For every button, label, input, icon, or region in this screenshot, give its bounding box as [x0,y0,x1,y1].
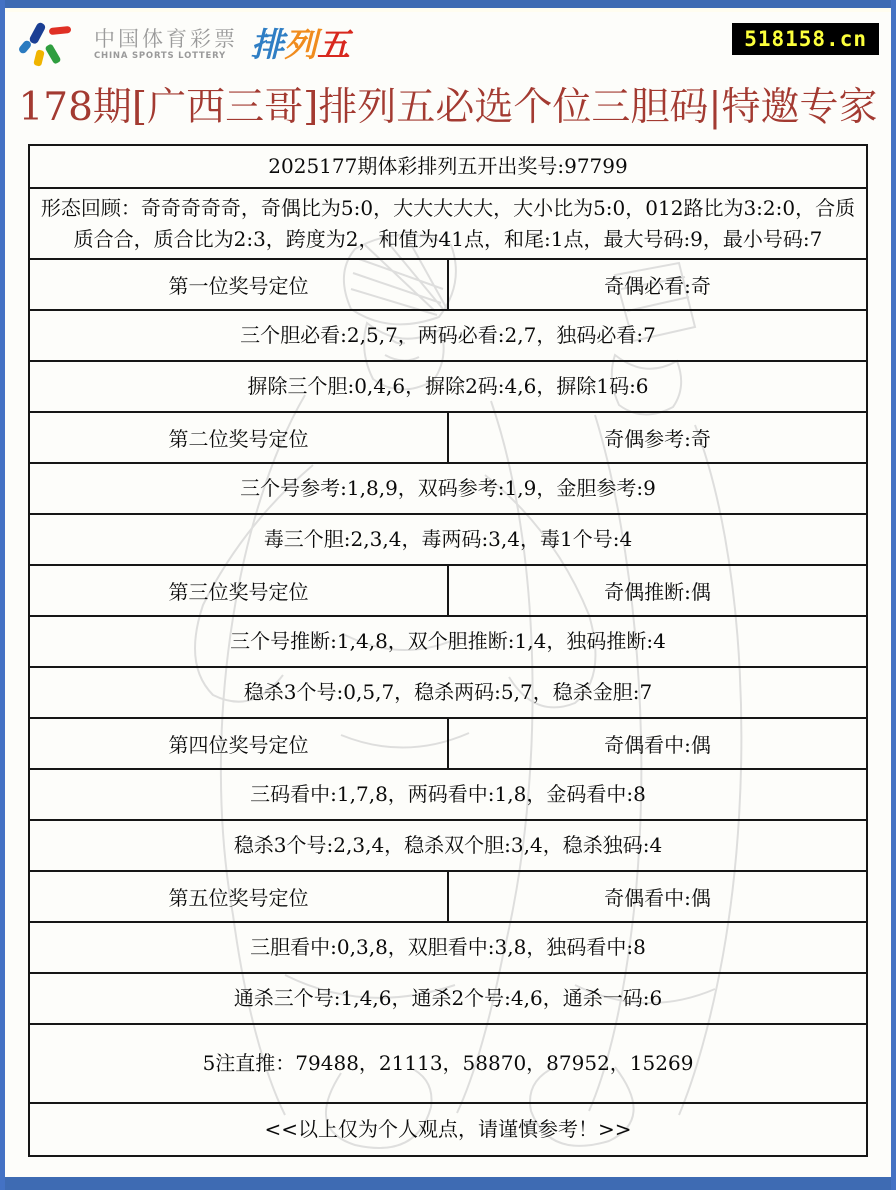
prediction-text: 2025177期体彩排列五开出奖号:97799 [268,154,628,178]
position-label: 第四位奖号定位 [30,719,449,768]
site-badge: 518158.cn [732,23,879,55]
logo-text [94,28,238,61]
prediction-text: 三个号参考:1,8,9，双码参考:1,9，金胆参考:9 [240,476,656,500]
prediction-text: 5注直推：79488，21113，58870，87952，15269 [202,1051,694,1075]
position-parity-value: 奇偶参考:奇 [604,427,711,451]
prediction-text: 摒除三个胆:0,4,6，摒除2码:4,6，摒除1码:6 [247,374,649,398]
sports-lottery-logo-icon [19,20,85,68]
table-row [30,362,866,413]
prediction-table [28,144,868,1157]
table-row [30,719,866,770]
prediction-text: 稳杀3个号:2,3,4，稳杀双个胆:3,4，稳杀独码:4 [233,833,663,857]
table-row [30,872,866,923]
table-row [30,311,866,362]
prediction-text: <<以上仅为个人观点，请谨慎参考！>> [264,1117,632,1141]
position-label: 第三位奖号定位 [30,566,449,615]
table-row [30,923,866,974]
brand-char-0: 排 [251,24,284,64]
prediction-text: 三个胆必看:2,5,7，两码必看:2,7，独码必看:7 [240,323,656,347]
table-row [30,770,866,821]
position-parity-value: 奇偶看中:偶 [604,733,711,757]
table-row [30,146,866,189]
position-label: 第五位奖号定位 [30,872,449,921]
table-row [30,464,866,515]
bottom-border [5,1177,891,1190]
position-parity-value: 奇偶看中:偶 [604,886,711,910]
table-row [30,566,866,617]
position-parity-value: 奇偶必看:奇 [604,274,711,298]
logo-en-label: CHINA SPORTS LOTTERY [94,50,226,61]
table-row [30,515,866,566]
table-row [30,1025,866,1104]
table-row [30,189,866,260]
table-row [30,821,866,872]
prediction-text: 稳杀3个号:0,5,7，稳杀两码:5,7，稳杀金胆:7 [243,680,653,704]
brand-char-1: 列 [284,24,317,64]
prediction-text: 毒三个胆:2,3,4，毒两码:3,4，毒1个号:4 [263,527,633,551]
prediction-text: 三码看中:1,7,8，两码看中:1,8，金码看中:8 [250,782,646,806]
prediction-text: 三胆看中:0,3,8，双胆看中:3,8，独码看中:8 [250,935,646,959]
table-row [30,974,866,1025]
table-row [30,260,866,311]
header [5,12,891,70]
position-parity-value: 奇偶推断:偶 [604,580,711,604]
prediction-text: 形态回顾：奇奇奇奇奇，奇偶比为5:0，大大大大大，大小比为5:0，012路比为3:2:0，合质质合合，质合比为2:3，跨度为2，和值为41点，和尾:1点，最大号码:9，最小号码:7 [40,195,856,251]
top-border [5,0,891,12]
brand-char-2: 五 [317,24,350,64]
logo-cn-label: 中国体育彩票 [94,26,238,51]
table-row [30,617,866,668]
position-label: 第二位奖号定位 [30,413,449,462]
brand-pailiewu-wordmark [251,24,350,64]
table-row [30,668,866,719]
table-row [30,413,866,464]
page-title: 178期[广西三哥]排列五必选个位三胆码|特邀专家 [18,85,878,130]
position-label: 第一位奖号定位 [30,260,449,309]
prediction-text: 通杀三个号:1,4,6，通杀2个号:4,6，通杀一码:6 [233,986,663,1010]
table-row [30,1104,866,1155]
prediction-text: 三个号推断:1,4,8，双个胆推断:1,4，独码推断:4 [230,629,666,653]
